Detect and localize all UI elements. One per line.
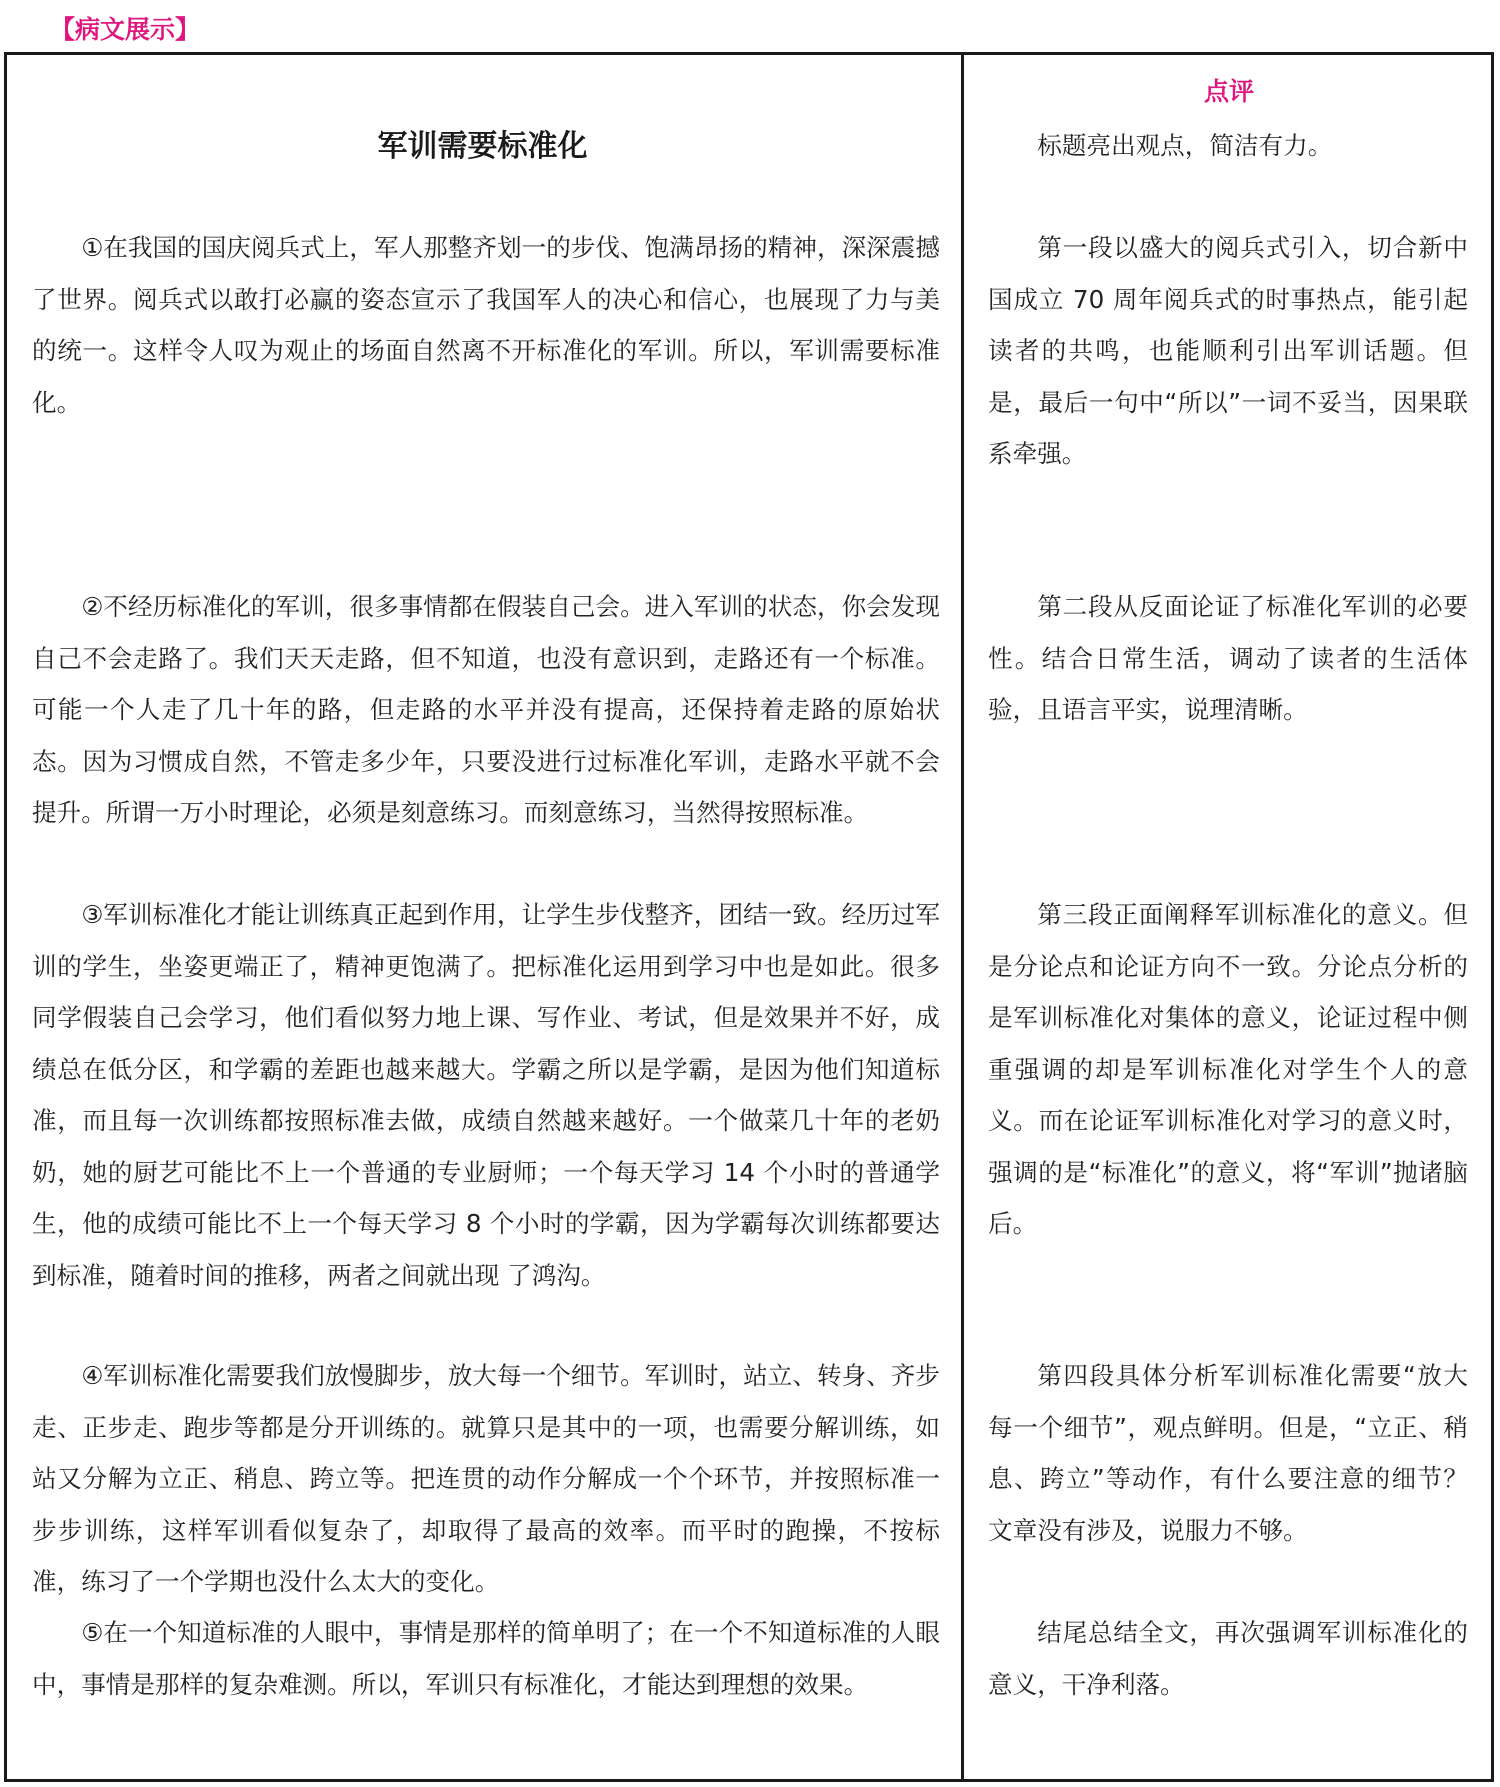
essay-paragraph-3: ③军训标准化才能让训练真正起到作用，让学生步伐整齐，团结一致。经历过军训的学生，坐姿更端正了，精神更饱满了。把标准化运用到学习中也是如此。很多同学假装自己会学习，他们看似努力地上课、写作业、考试，但是效果并不好，成绩总在低分区，和学霸的差距也越来越大。学霸之所以是学霸，是因为他们知道标准，而且每一次训练都按照标准去做，成绩自然越来越好。一个做菜几十年的老奶奶，她的厨艺可能比不上一个普通的专业厨师；一个每天学习 14 个小时的普通学生，他的成绩可能比不上一个每天学习 8 个小时的学霸，因为学霸每次训练都要达到标准，随着时间的推移，两者之间就出现 了鸿沟。 <box>32 900 940 1290</box>
essay-paragraph-1: ①在我国的国庆阅兵式上，军人那整齐划一的步伐、饱满昂扬的精神，深深震撼了世界。阅兵式以敢打必赢的姿态宣示了我国军人的决心和信心，也展现了力与美的统一。这样令人叹为观止的场面自然离不开标准化的军训。所以，军训需要标准化。 <box>32 233 940 417</box>
essay-paragraph-2: ②不经历标准化的军训，很多事情都在假装自己会。进入军训的状态，你会发现自己不会走路了。我们天天走路，但不知道，也没有意识到，走路还有一个标准。可能一个人走了几十年的路，但走路的水平并没有提高，还保持着走路的原始状态。因为习惯成自然，不管走多少年，只要没进行过标准化军训，走路水平就不会提升。所谓一万小时理论，必须是刻意练习。而刻意练习，当然得按照标准。 <box>32 592 940 827</box>
review-comment-2: 第二段从反面论证了标准化军训的必要性。结合日常生活，调动了读者的生活体验，且语言平实，说理清晰。 <box>988 592 1468 724</box>
review-heading: 点评 <box>1203 77 1254 106</box>
review-comment-4: 第四段具体分析军训标准化需要“放大每一个细节”，观点鲜明。但是，“立正、稍息、跨立”等动作，有什么要注意的细节？文章没有涉及，说服力不够。 <box>988 1361 1468 1545</box>
essay-paragraph-5: ⑤在一个知道标准的人眼中，事情是那样的简单明了；在一个不知道标准的人眼中，事情是那样的复杂难测。所以，军训只有标准化，才能达到理想的效果。 <box>32 1618 940 1699</box>
review-comment-5: 结尾总结全文，再次强调军训标准化的意义，干净利落。 <box>988 1618 1468 1699</box>
review-comment-1: 第一段以盛大的阅兵式引入，切合新中国成立 70 周年阅兵式的时事热点，能引起读者的共鸣，也能顺利引出军训话题。但是，最后一句中“所以”一词不妥当，因果联系牵强。 <box>988 233 1468 468</box>
section-label: 【病文展示】 <box>50 15 201 44</box>
column-divider <box>961 52 964 1782</box>
review-comment-3: 第三段正面阐释军训标准化的意义。但是分论点和论证方向不一致。分论点分析的是军训标准化对集体的意义，论证过程中侧重强调的却是军训标准化对学生个人的意义。而在论证军训标准化对学习的意义时，强调的是“标准化”的意义，将“军训”抛诸脑后。 <box>988 900 1468 1238</box>
essay-paragraph-4: ④军训标准化需要我们放慢脚步，放大每一个细节。军训时，站立、转身、齐步走、正步走、跑步等都是分开训练的。就算只是其中的一项，也需要分解训练，如站又分解为立正、稍息、跨立等。把连贯的动作分解成一个个环节，并按照标准一步步训练，这样军训看似复杂了，却取得了最高的效率。而平时的跑操，不按标准，练习了一个学期也没什么太大的变化。 <box>32 1361 940 1596</box>
essay-title: 军训需要标准化 <box>377 129 588 164</box>
review-comment-title: 标题亮出观点，简洁有力。 <box>1037 131 1333 160</box>
